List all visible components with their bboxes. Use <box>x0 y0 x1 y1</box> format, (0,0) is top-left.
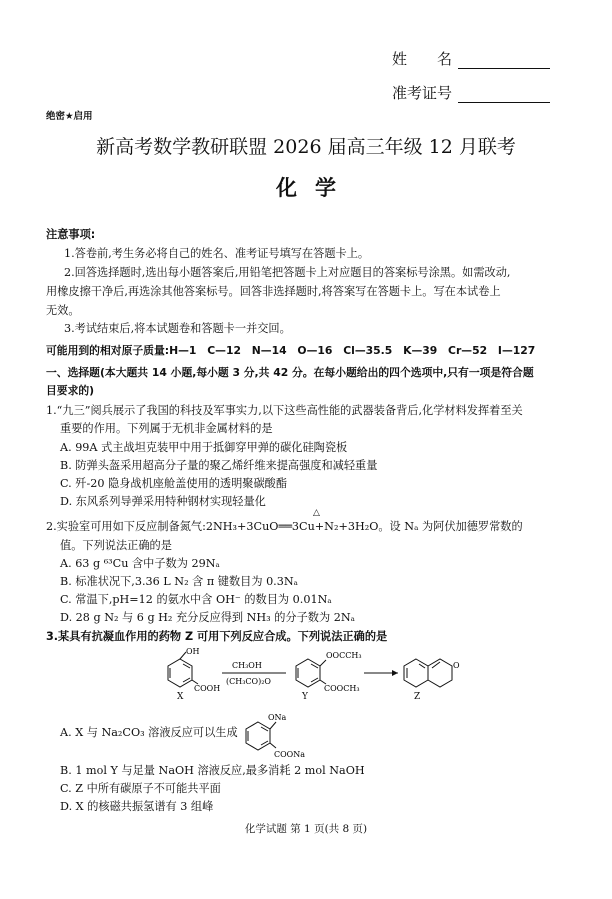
compound-y-structure <box>296 659 326 687</box>
x-oh-text: OH <box>186 647 200 656</box>
label-z: Z <box>414 692 421 702</box>
reagent-top: CH₃OH <box>232 661 262 670</box>
exam-number-label: 准考证号 <box>392 84 453 102</box>
note-2c: 无效。 <box>46 304 80 317</box>
heat-symbol: △ <box>313 508 320 518</box>
atomic-masses-text: 可能用到的相对原子质量:H—1 C—12 N—14 O—16 Cl—35.5 K—39 Cr—52 I—127 <box>46 344 536 357</box>
name-blank <box>458 54 550 69</box>
ona-text: ONa <box>268 713 287 722</box>
note-2b: 用橡皮擦干净后,再选涂其他答案标号。回答非选择题时,将答案写在答题卡上。写在本试卷上 <box>46 285 501 298</box>
name-label: 姓 名 <box>392 50 453 68</box>
label-x: X <box>177 692 184 702</box>
q1-option-d: D. 东风系列导弹采用特种钢材实现轻量化 <box>60 495 266 508</box>
q1-stem-1: 1.“九三”阅兵展示了我国的科技及军事实力,以下这些高性能的武器装备背后,化学材料发挥着至关 <box>46 404 523 417</box>
q2-option-d: D. 28 g N₂ 与 6 g H₂ 充分反应得到 NH₃ 的分子数为 2Nₐ <box>60 611 355 624</box>
subject-title: 化学 <box>276 176 354 200</box>
reagent-bottom: (CH₃CO)₂O <box>226 677 271 686</box>
page-footer: 化学试题 第 1 页(共 8 页) <box>244 823 368 835</box>
q3-option-a: A. X 与 Na₂CO₃ 溶液反应可以生成 <box>60 726 238 739</box>
reaction-scheme <box>140 644 460 706</box>
q3-option-d: D. X 的核磁共振氢谱有 3 组峰 <box>60 800 214 813</box>
note-3: 3.考试结束后,将本试题卷和答题卡一并交回。 <box>64 322 291 335</box>
section1-line1: 一、选择题(本大题共 14 小题,每小题 3 分,共 42 分。在每小题给出的四个选项中,只有一项是符合题 <box>46 366 534 379</box>
q3-stem: 3.某具有抗凝血作用的药物 Z 可用下列反应合成。下列说法正确的是 <box>46 630 388 643</box>
x-cooh-text: COOH <box>194 684 221 693</box>
exam-number-blank <box>458 88 550 103</box>
q1-option-b: B. 防弹头盔采用超高分子量的聚乙烯纤维来提高强度和减轻重量 <box>60 459 378 472</box>
z-o-text: O <box>453 661 460 670</box>
q1-stem-2: 重要的作用。下列属于无机非金属材料的是 <box>60 422 273 435</box>
exam-number-field <box>392 82 550 103</box>
y-cooch-text: COOCH₃ <box>324 684 360 693</box>
q2-stem-1: 2.实验室可用如下反应制备氮气:2NH₃+3CuO══3Cu+N₂+3H₂O。设 Nₐ 为阿伏加德罗常数的 <box>46 520 523 533</box>
atomic-masses <box>46 342 535 360</box>
secret-mark: 绝密★启用 <box>46 111 93 122</box>
arrow-head <box>392 670 398 676</box>
y-ester-text: OOCCH₃ <box>326 651 362 660</box>
notes-heading: 注意事项: <box>46 228 96 241</box>
compound-x-structure <box>168 652 198 687</box>
note-1: 1.答卷前,考生务必将自己的姓名、准考证号填写在答题卡上。 <box>64 247 370 260</box>
name-field <box>392 48 550 69</box>
sodium-salt-structure <box>238 708 318 762</box>
q2-option-a: A. 63 g ⁶³Cu 含中子数为 29Nₐ <box>60 557 220 570</box>
q2-option-c: C. 常温下,pH=12 的氨水中含 OH⁻ 的数目为 0.01Nₐ <box>60 593 332 606</box>
q3-option-c: C. Z 中所有碳原子不可能共平面 <box>60 782 221 795</box>
exam-title: 新高考数学教研联盟 2026 届高三年级 12 月联考 <box>96 136 516 158</box>
section1-line2: 目要求的) <box>46 384 95 397</box>
q1-option-c: C. 歼-20 隐身战机座舱盖使用的透明聚碳酸酯 <box>60 477 288 490</box>
coona-text: COONa <box>274 750 306 759</box>
note-2a: 2.回答选择题时,选出每小题答案后,用铅笔把答题卡上对应题目的答案标号涂黑。如需改动, <box>64 266 511 279</box>
label-y: Y <box>302 692 308 702</box>
compound-z-structure <box>404 659 452 687</box>
q1-option-a: A. 99A 式主战坦克装甲中用于抵御穿甲弹的碳化硅陶瓷板 <box>60 441 348 454</box>
q3-option-b: B. 1 mol Y 与足量 NaOH 溶液反应,最多消耗 2 mol NaOH <box>60 764 365 777</box>
q2-option-b: B. 标准状况下,3.36 L N₂ 含 π 键数目为 0.3Nₐ <box>60 575 298 588</box>
q2-stem-2: 值。下列说法正确的是 <box>60 539 172 552</box>
